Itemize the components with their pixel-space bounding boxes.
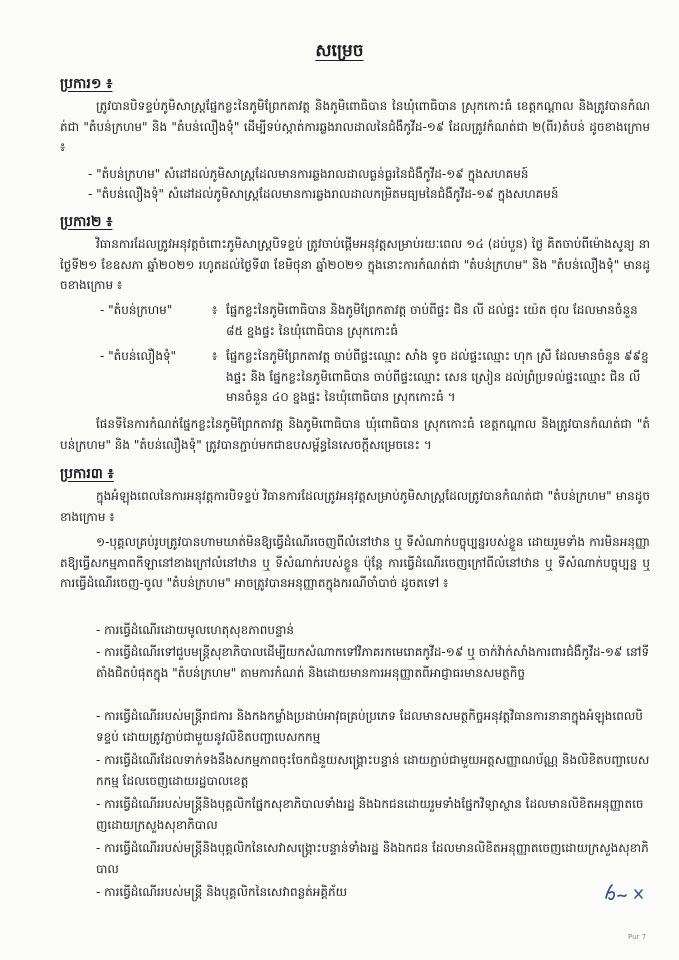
article-1-heading: ប្រការ១ ៖ <box>60 76 113 92</box>
article-1-text: ត្រូវបានបិទខ្ទប់ភូមិសាស្ត្រផ្នែកខ្លះនៃភូមិព្រែកតាវត្ត និងភូមិពោធិបាន នៃឃុំពោធិបាន ស្រុកកោះធំ ខេត្តកណ្តាល និងត្រូវបានកំណត់ជា "តំបន់ក្រហម" និង "តំបន់លឿងទុំ" ដើម្បីទប់ស្កាត់ការឆ្លងរាលដាលនៃជំងឺកូវីដ-១៩ ដែលត្រូវកំណត់ជា ២(ពីរ)តំបន់ ដូចខាងក្រោម ៖ <box>60 99 650 154</box>
article-3-sub-item: - ការធ្វើដំណើររបស់មន្ត្រី និងបុគ្គលិកនៃសេវាពន្លត់អគ្គិភ័យ <box>96 885 348 899</box>
definition-yellow-zone-label: - "តំបន់លឿងទុំ" <box>100 349 177 363</box>
article-3-sub-item: - ការធ្វើដំណើរទៅជួបមន្ត្រីសុខាភិបាលដើម្បីយកសំណាកទៅវិភាគរកមេរោគកូវីដ-១៩ ឬ ចាក់វ៉ាក់សាំងការពារជំងឺកូវីដ-១៩ នៅទីតាំងជិតបំផុតក្នុង "តំបន់ក្រហម" តាមការកំណត់ និងដោយមានការអនុញ្ញាតពីអាជ្ញាធរមានសមត្ថកិច្ច <box>96 645 650 680</box>
article-2-closing: ផែនទីនៃការកំណត់ផ្នែកខ្លះនៃភូមិព្រែកតាវត្ត និងភូមិពោធិបាន ឃុំពោធិបាន ស្រុកកោះធំ ខេត្តកណ្តាល និងត្រូវបានកំណត់ជា "តំបន់ក្រហម" និង "តំបន់លឿងទុំ" ត្រូវបានភ្ជាប់មកជាឧបសម្ព័ន្ធនៃសេចក្តីសម្រេចនេះ ។ <box>60 417 650 452</box>
definition-yellow-zone-text: ផ្នែកខ្លះនៃភូមិព្រែកតាវត្ត ចាប់ពីផ្ទះឈ្មោះ សាំង ទូច ដល់ផ្ទះឈ្មោះ ហុក ស្រី ដែលមានចំនួន ៩៩ខ្នងផ្ទះ និង ផ្នែកខ្លះនៃភូមិពោធិបាន ចាប់ពីផ្ទះឈ្មោះ សេន ស្រៀន ដល់ព្រំប្រទល់ផ្ទះឈ្មោះ ជិន លី មានចំនួន ៤០ ខ្នងផ្ទះ នៃឃុំពោធិបាន ស្រុកកោះធំ ។ <box>226 349 649 404</box>
definition-red-zone-colon: ៖ <box>212 303 218 317</box>
article-3-sub-item: - ការធ្វើដំណើរដែលទាក់ទងនឹងសកម្មភាពចុះចែកជំនួយសង្គ្រោះបន្ទាន់ ដោយភ្ជាប់ជាមួយអត្តសញ្ញាណប័ណ្ណ និងលិខិតបញ្ជាបេសកកម្ម ដែលចេញដោយរដ្ឋបាលខេត្ត <box>96 753 650 788</box>
article-2-heading: ប្រការ២ ៖ <box>60 214 113 230</box>
article-3-sub-item: - ការធ្វើដំណើរដោយមូលហេតុសុខភាពបន្ទាន់ <box>96 623 294 637</box>
article-3-sub-item: - ការធ្វើដំណើររបស់មន្ត្រីរាជការ និងកងកម្លាំងប្រដាប់អាវុធគ្រប់ប្រភេទ ដែលមានសមត្ថកិច្ចអនុវត្តវិធានការនានាក្នុងអំឡុងពេលបិទខ្ទប់ ដោយត្រូវភ្ជាប់ជាមួយនូវលិខិតបញ្ជាបេសកកម្ម <box>96 709 643 744</box>
article-1-bullet-yellow-zone: - "តំបន់លឿងទុំ" សំដៅដល់ភូមិសាស្ត្រដែលមានការឆ្លងរាលដាលកម្រិតមធ្យមនៃជំងឺកូវីដ-១៩ ក្នុងសហគមន៍ <box>88 187 559 201</box>
definition-yellow-zone-colon: ៖ <box>212 349 218 363</box>
article-3-sub-item: - ការធ្វើដំណើររបស់មន្ត្រីនិងបុគ្គលិកផ្នែកសុខាភិបាលទាំងរដ្ឋ និងឯកជនដោយរួមទាំងផ្នែកវិទ្យាស្ថាន ដែលមានលិខិតអនុញ្ញាតចេញដោយក្រសួងសុខាភិបាល <box>96 797 644 832</box>
article-1-bullet-red-zone: - "តំបន់ក្រហម" សំដៅដល់ភូមិសាស្ត្រដែលមានការឆ្លងរាលដាលធ្ងន់ធ្ងរនៃជំងឺកូវីដ-១៩ ក្នុងសហគមន៍ <box>88 167 529 181</box>
document-title: សម្រេច <box>315 41 364 61</box>
article-3-intro: ក្នុងអំឡុងពេលនៃការអនុវត្តការបិទខ្ទប់ វិធានការដែលត្រូវអនុវត្តសម្រាប់ភូមិសាស្ត្រដែលត្រូវបានកំណត់ជា "តំបន់ក្រហម" មានដូចខាងក្រោម ៖ <box>60 489 650 524</box>
article-3-item-1: ១-បុគ្គលគ្រប់រូបត្រូវបានហាមឃាត់មិនឱ្យធ្វើដំណើរចេញពីលំនៅឋាន ឬ ទីសំណាក់បច្ចុប្បន្នរបស់ខ្លួន ដោយរួមទាំង ការមិនអនុញ្ញាតឱ្យធ្វើសកម្មភាពកីឡានៅខាងក្រៅលំនៅឋាន ឬ ទីសំណាក់របស់ខ្លួន ប៉ុន្តែ ការធ្វើដំណើរចេញក្រៅពីលំនៅឋាន ឬ ទីសំណាក់បច្ចុប្បន្ន ឬ ការធ្វើដំណើរចេញ-ចូល "តំបន់ក្រហម" អាចត្រូវបានអនុញ្ញាតក្នុងករណីចាំបាច់ ដូចតទៅ ៖ <box>60 535 650 590</box>
initials-signature <box>602 882 652 904</box>
article-2-text: វិធានការដែលត្រូវអនុវត្តចំពោះភូមិសាស្ត្របិទខ្ទប់ ត្រូវចាប់ផ្តើមអនុវត្តសម្រាប់រយៈពេល ១៤ (ដប់បួន) ថ្ងៃ គិតចាប់ពីម៉ោងសូន្យ នាថ្ងៃទី២១ ខែឧសភា ឆ្នាំ២០២១ រហូតដល់ថ្ងៃទី៣ ខែមិថុនា ឆ្នាំ២០២១ ក្នុងនោះការកំណត់ជា "តំបន់ក្រហម" និង "តំបន់លឿងទុំ" មានដូចខាងក្រោម ៖ <box>60 237 650 292</box>
article-3-heading: ប្រការ៣ ៖ <box>60 466 114 482</box>
definition-red-zone-text: ផ្នែកខ្លះនៃភូមិពោធិបាន និងភូមិព្រែកតាវត្ត ចាប់ពីផ្ទះ ជិន លី ដល់ផ្ទះ យ៉េត ថុល ដែលមានចំនួន ៨៥ ខ្នងផ្ទះ នៃឃុំពោធិបាន ស្រុកកោះធំ <box>226 303 638 338</box>
page-number: Pur 7 <box>628 933 647 941</box>
definition-red-zone-label: - "តំបន់ក្រហម" <box>100 303 173 317</box>
article-3-sub-item: - ការធ្វើដំណើររបស់មន្ត្រីនិងបុគ្គលិកនៃសេវាសង្គ្រោះបន្ទាន់ទាំងរដ្ឋ និងឯកជន ដែលមានលិខិតអនុញ្ញាតចេញដោយក្រសួងសុខាភិបាល <box>96 841 649 876</box>
